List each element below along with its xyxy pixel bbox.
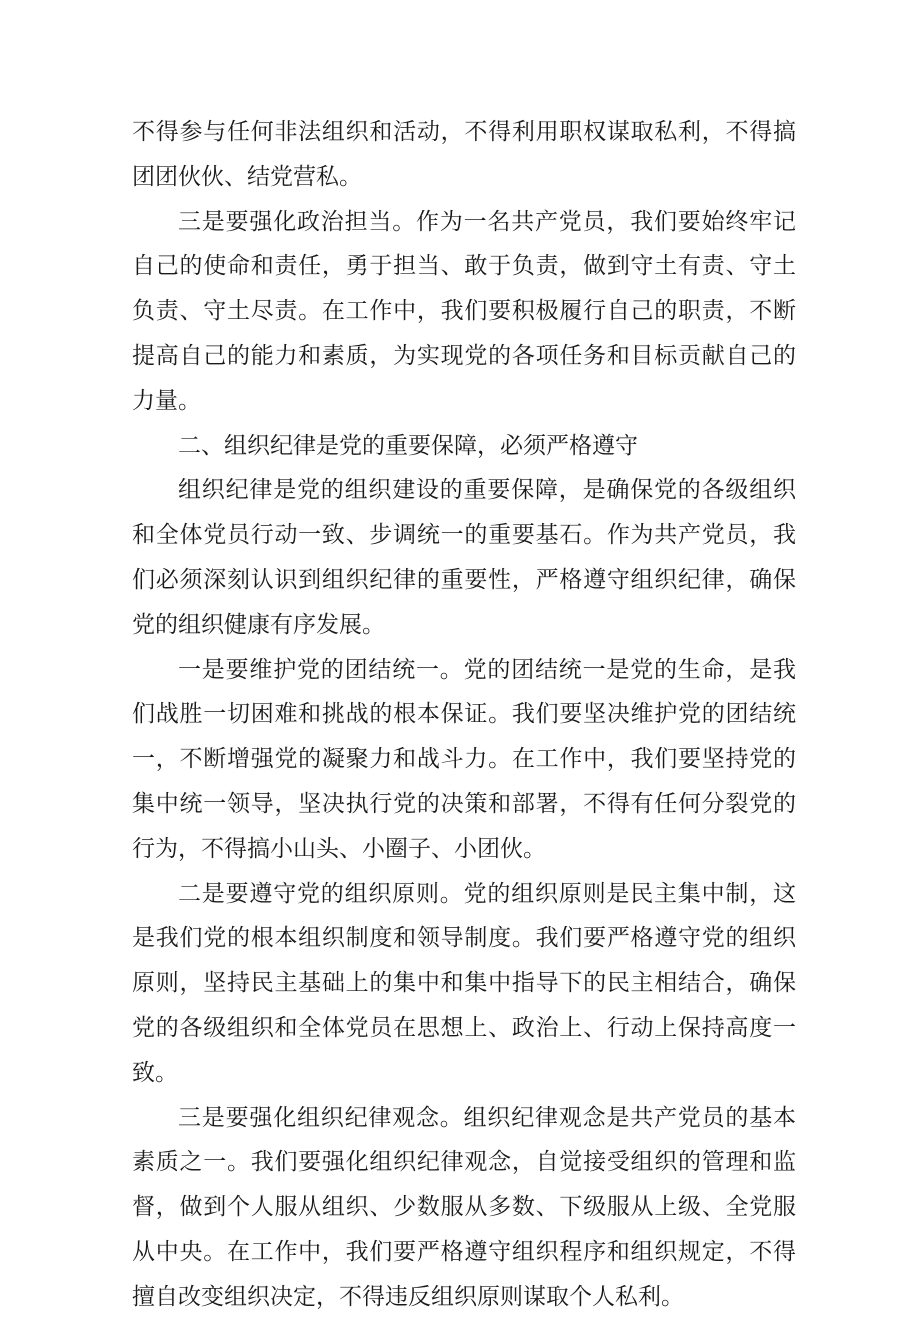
paragraph-continuation: 不得参与任何非法组织和活动，不得利用职权谋取私利，不得搞团团伙伙、结党营私。 <box>132 119 796 190</box>
paragraph-political-responsibility: 三是要强化政治担当。作为一名共产党员，我们要始终牢记自己的使命和责任，勇于担当、敢于负责，做到守土有责、守土负责、守土尽责。在工作中，我们要积极履行自己的职责，不断提高自己的能力和素质，为实现党的各项任务和目标贡献自己的力量。 <box>132 208 796 414</box>
paragraph-discipline-awareness: 三是要强化组织纪律观念。组织纪律观念是共产党员的基本素质之一。我们要强化组织纪律观念，自觉接受组织的管理和监督，做到个人服从组织、少数服从多数、下级服从上级、全党服从中央。在工作中，我们要严格遵守组织程序和组织规定，不得擅自改变组织决定，不得违反组织原则谋取个人私利。 <box>132 1104 796 1310</box>
paragraph-party-unity: 一是要维护党的团结统一。党的团结统一是党的生命，是我们战胜一切困难和挑战的根本保证。我们要坚决维护党的团结统一，不断增强党的凝聚力和战斗力。在工作中，我们要坚持党的集中统一领导，坚决执行党的决策和部署，不得有任何分裂党的行为，不得搞小山头、小圈子、小团伙。 <box>132 656 796 862</box>
paragraph-organizational-principles: 二是要遵守党的组织原则。党的组织原则是民主集中制，这是我们党的根本组织制度和领导制度。我们要严格遵守党的组织原则，坚持民主基础上的集中和集中指导下的民主相结合，确保党的各级组织和全体党员在思想上、政治上、行动上保持高度一致。 <box>132 880 796 1086</box>
paragraph-discipline-intro: 组织纪律是党的组织建设的重要保障，是确保党的各级组织和全体党员行动一致、步调统一的重要基石。作为共产党员，我们必须深刻认识到组织纪律的重要性，严格遵守组织纪律，确保党的组织健康有序发展。 <box>132 477 796 638</box>
document-body <box>132 110 796 1320</box>
section-heading-organizational-discipline: 二、组织纪律是党的重要保障，必须严格遵守 <box>178 432 638 459</box>
